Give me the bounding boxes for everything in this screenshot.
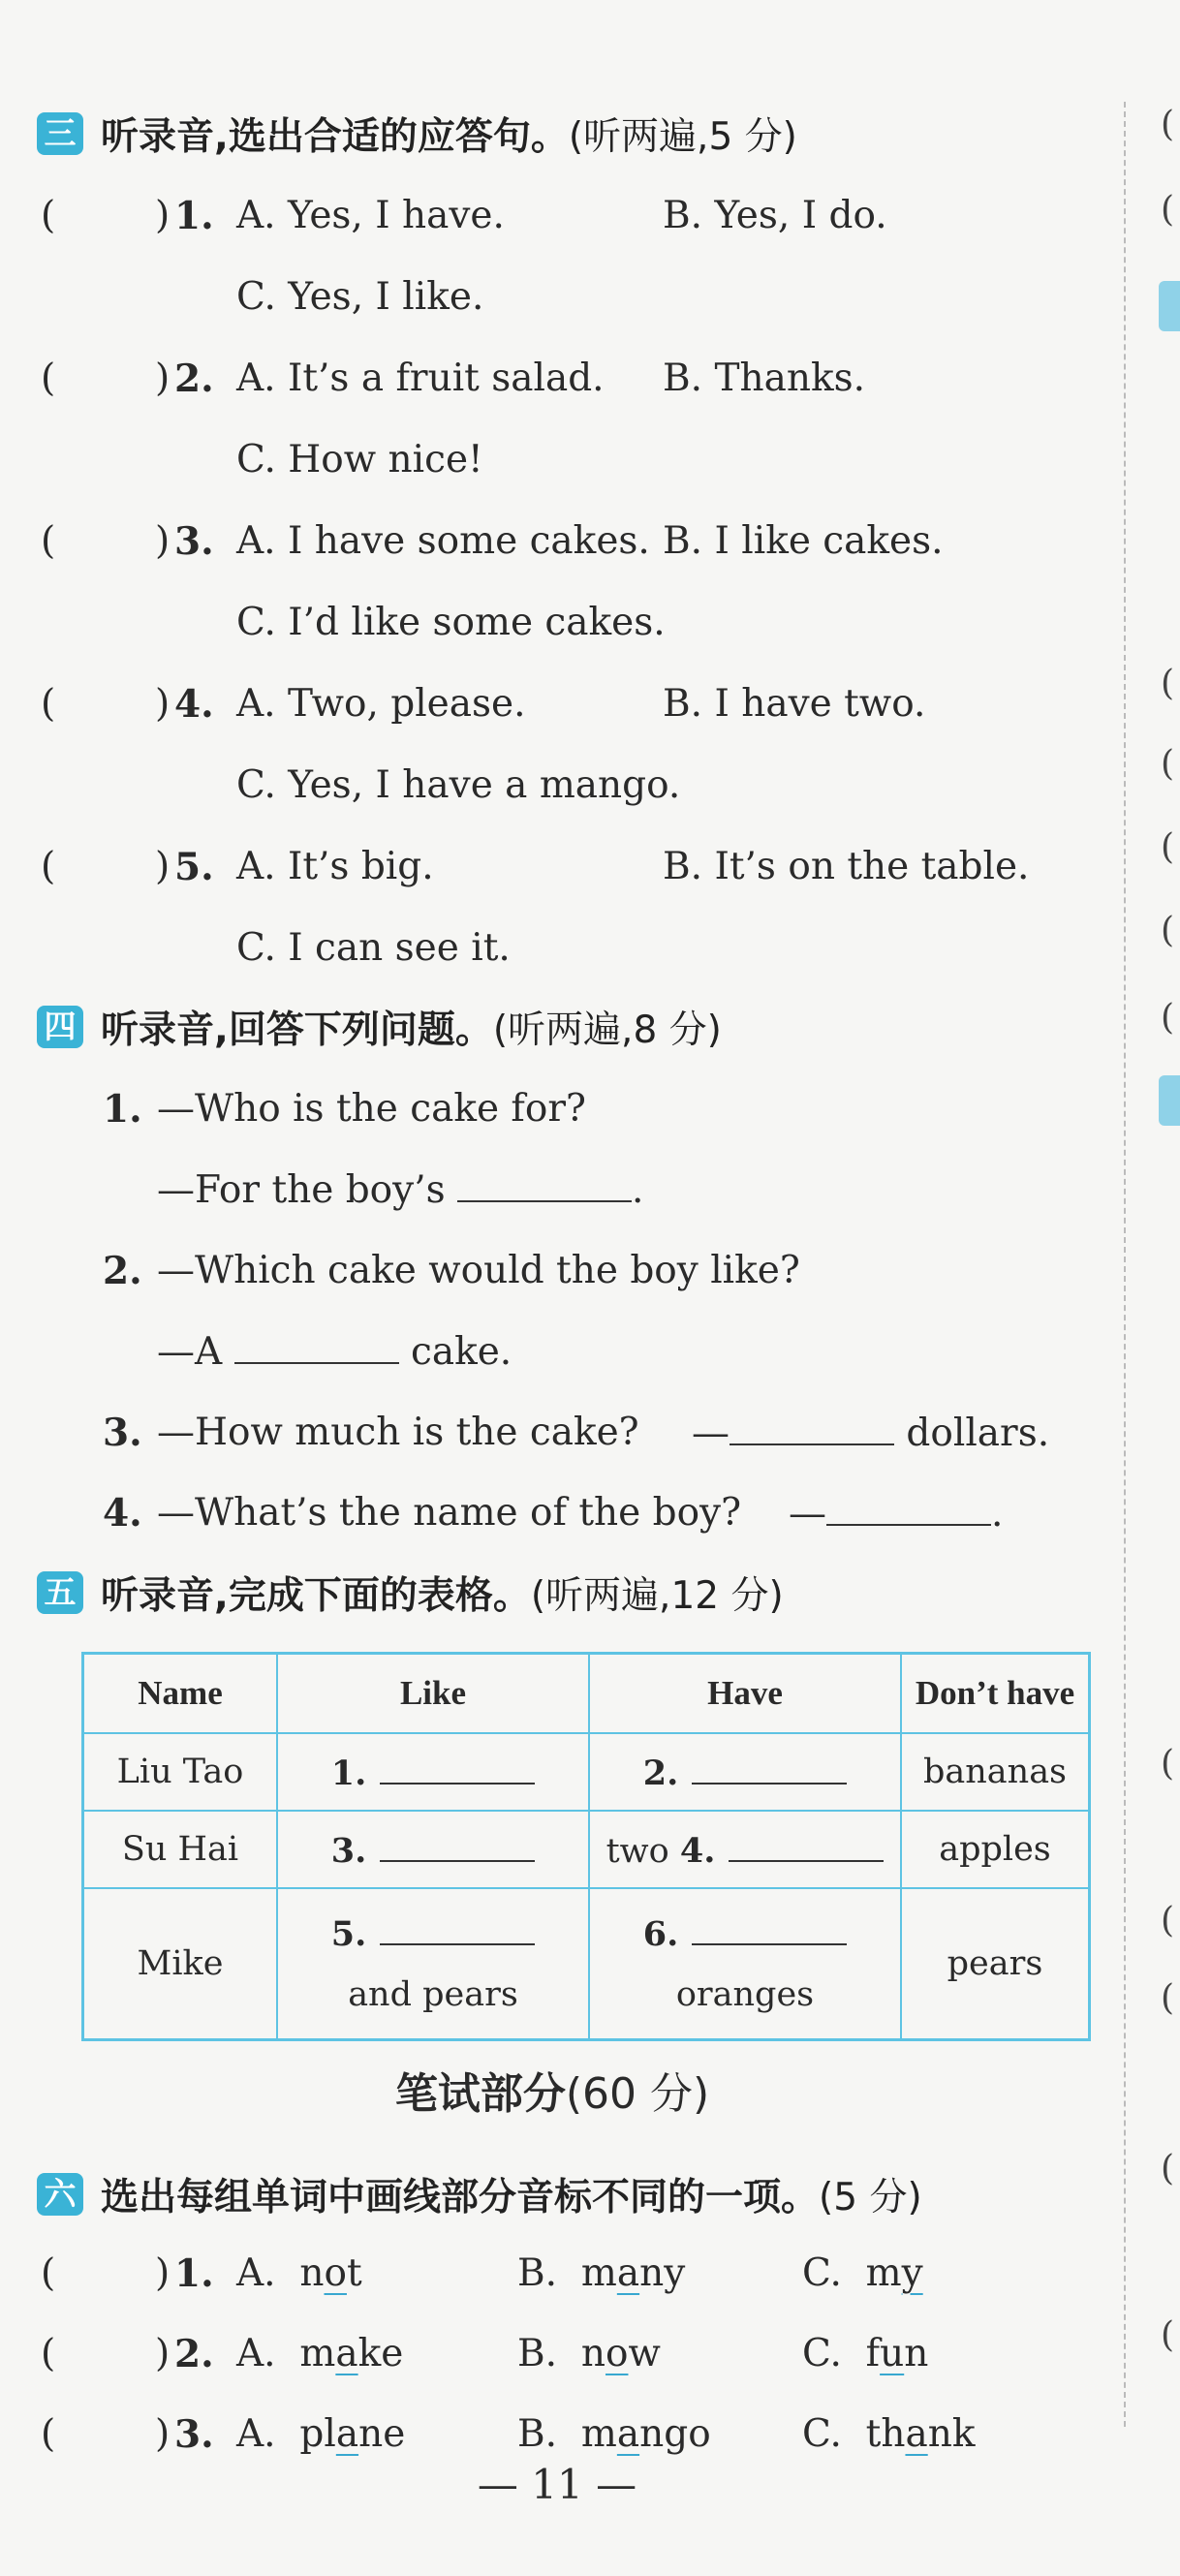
item-number: 1. — [174, 194, 214, 238]
answer-paren-open[interactable]: ( — [41, 519, 56, 563]
answer-blank[interactable] — [692, 1912, 847, 1945]
name-cell: Liu Tao — [83, 1733, 278, 1811]
answer-blank[interactable] — [380, 1752, 535, 1785]
answer-paren-open[interactable]: ( — [41, 2332, 56, 2375]
option-c: C. Yes, I like. — [236, 275, 484, 319]
answer-paren-open[interactable]: ( — [41, 2251, 56, 2295]
adjacent-paren: ( — [1161, 827, 1175, 867]
section-6-meta: (5 分) — [819, 2176, 922, 2219]
item-number: 3. — [174, 2412, 214, 2457]
item-number: 4. — [103, 1491, 142, 1536]
answer-text: —A cake. — [157, 1327, 512, 1377]
answer-paren-close: ) — [155, 519, 171, 563]
option-b: B. Thanks. — [663, 357, 865, 400]
section-4-badge: 四 — [37, 1006, 83, 1048]
option-a: A. not — [236, 2251, 362, 2295]
dont-have-cell: apples — [901, 1811, 1090, 1888]
name-cell: Mike — [83, 1888, 278, 2039]
adjacent-paren: ( — [1161, 1978, 1175, 2018]
option-a: A. Yes, I have. — [236, 194, 505, 237]
answer-blank[interactable] — [730, 1409, 894, 1445]
like-cell: 5. and pears — [277, 1888, 589, 2039]
header-dont-have: Don’t have — [901, 1654, 1090, 1734]
have-cell: 6. oranges — [589, 1888, 901, 2039]
item-number: 2. — [174, 357, 214, 401]
adjacent-paren: ( — [1161, 1901, 1175, 1940]
answer-paren-close: ) — [155, 357, 171, 400]
answer-text: — dollars. — [692, 1409, 1049, 1458]
answer-blank[interactable] — [692, 1752, 847, 1785]
adjacent-paren: ( — [1161, 911, 1175, 950]
table-row — [83, 1811, 1090, 1888]
answer-blank[interactable] — [457, 1165, 632, 1202]
option-c: C. I’d like some cakes. — [236, 601, 666, 644]
option-a: A. I have some cakes. — [236, 519, 650, 563]
dont-have-cell: pears — [901, 1888, 1090, 2039]
table-row — [83, 1733, 1090, 1811]
adjacent-paren: ( — [1161, 998, 1175, 1038]
like-cell: 3. — [277, 1811, 589, 1888]
question-text: —Which cake would the boy like? — [157, 1249, 800, 1292]
option-b: B. mango — [517, 2412, 711, 2456]
adjacent-page-badge — [1159, 1075, 1180, 1126]
option-c: C. I can see it. — [236, 926, 511, 970]
section-4-title: 听录音,回答下列问题。 — [101, 1009, 493, 1052]
page-number: — 11 — — [477, 2461, 637, 2508]
option-b: B. many — [517, 2251, 686, 2295]
item-number: 2. — [103, 1249, 142, 1293]
have-cell: two 4. — [589, 1811, 901, 1888]
answer-blank[interactable] — [826, 1489, 991, 1526]
option-c: C. my — [802, 2251, 923, 2295]
question-text: —What’s the name of the boy? — [157, 1491, 741, 1535]
answer-paren-open[interactable]: ( — [41, 845, 56, 888]
adjacent-paren: ( — [1161, 664, 1175, 703]
have-cell: 2. — [589, 1733, 901, 1811]
dont-have-cell: bananas — [901, 1733, 1090, 1811]
item-number: 3. — [103, 1411, 142, 1455]
option-a: A. It’s big. — [236, 845, 434, 888]
item-number: 3. — [174, 519, 214, 564]
adjacent-paren: ( — [1161, 2149, 1175, 2188]
option-c: C. Yes, I have a mango. — [236, 763, 681, 807]
adjacent-paren: ( — [1161, 105, 1175, 144]
answer-table — [81, 1652, 1091, 2041]
section-5-badge: 五 — [37, 1571, 83, 1614]
answer-paren-close: ) — [155, 194, 171, 237]
item-number: 1. — [174, 2251, 214, 2296]
option-b: B. now — [517, 2332, 661, 2375]
adjacent-paren: ( — [1161, 1744, 1175, 1784]
answer-blank[interactable] — [380, 1912, 535, 1945]
like-cell: 1. — [277, 1733, 589, 1811]
section-3-badge: 三 — [37, 112, 83, 155]
section-4-meta: (听两遍,8 分) — [492, 1009, 722, 1052]
question-text: —How much is the cake? — [157, 1411, 639, 1454]
option-b: B. I like cakes. — [663, 519, 944, 563]
answer-blank[interactable] — [729, 1829, 884, 1862]
question-text: —Who is the cake for? — [157, 1087, 586, 1131]
section-5-title: 听录音,完成下面的表格。 — [101, 1574, 531, 1618]
column-divider — [1124, 102, 1128, 2427]
adjacent-paren: ( — [1161, 744, 1175, 784]
section-3-meta: (听两遍,5 分) — [568, 115, 797, 159]
section-6-title: 选出每组单词中画线部分音标不同的一项。 — [101, 2176, 820, 2219]
answer-text: —For the boy’s . — [157, 1165, 643, 1215]
answer-paren-close: ) — [155, 2332, 171, 2375]
header-like: Like — [277, 1654, 589, 1734]
option-c: C. fun — [802, 2332, 929, 2375]
adjacent-page-badge — [1159, 281, 1180, 331]
option-a: A. make — [236, 2332, 404, 2375]
answer-paren-close: ) — [155, 2412, 171, 2456]
header-name: Name — [83, 1654, 278, 1734]
answer-paren-open[interactable]: ( — [41, 682, 56, 726]
answer-paren-close: ) — [155, 2251, 171, 2295]
option-b: B. I have two. — [663, 682, 926, 726]
option-a: A. plane — [236, 2412, 406, 2456]
answer-paren-open[interactable]: ( — [41, 2412, 56, 2456]
section-3-title: 听录音,选出合适的应答句。 — [101, 115, 569, 159]
section-3-header — [37, 107, 797, 161]
name-cell: Su Hai — [83, 1811, 278, 1888]
adjacent-paren: ( — [1161, 2315, 1175, 2355]
option-c: C. How nice! — [236, 438, 483, 481]
item-number: 4. — [174, 682, 214, 727]
answer-text: — . — [789, 1489, 1003, 1538]
answer-paren-close: ) — [155, 682, 171, 726]
written-part-title: 笔试部分(60 分) — [394, 2069, 710, 2119]
option-c: C. thank — [802, 2412, 976, 2456]
item-number: 1. — [103, 1087, 142, 1132]
section-6-header — [37, 2167, 922, 2221]
section-5-meta: (听两遍,12 分) — [530, 1574, 784, 1618]
answer-paren-open[interactable]: ( — [41, 194, 56, 237]
section-6-badge: 六 — [37, 2173, 83, 2216]
answer-blank[interactable] — [380, 1829, 535, 1862]
item-number: 5. — [174, 845, 214, 889]
item-number: 2. — [174, 2332, 214, 2376]
adjacent-paren: ( — [1161, 190, 1175, 230]
answer-paren-open[interactable]: ( — [41, 357, 56, 400]
option-a: A. It’s a fruit salad. — [236, 357, 605, 400]
option-a: A. Two, please. — [236, 682, 526, 726]
option-b: B. It’s on the table. — [663, 845, 1030, 888]
answer-paren-close: ) — [155, 845, 171, 888]
answer-blank[interactable] — [234, 1327, 399, 1364]
header-have: Have — [589, 1654, 901, 1734]
section-5-header — [37, 1566, 784, 1620]
option-b: B. Yes, I do. — [663, 194, 887, 237]
section-4-header — [37, 1000, 722, 1054]
table-row — [83, 1888, 1090, 2039]
